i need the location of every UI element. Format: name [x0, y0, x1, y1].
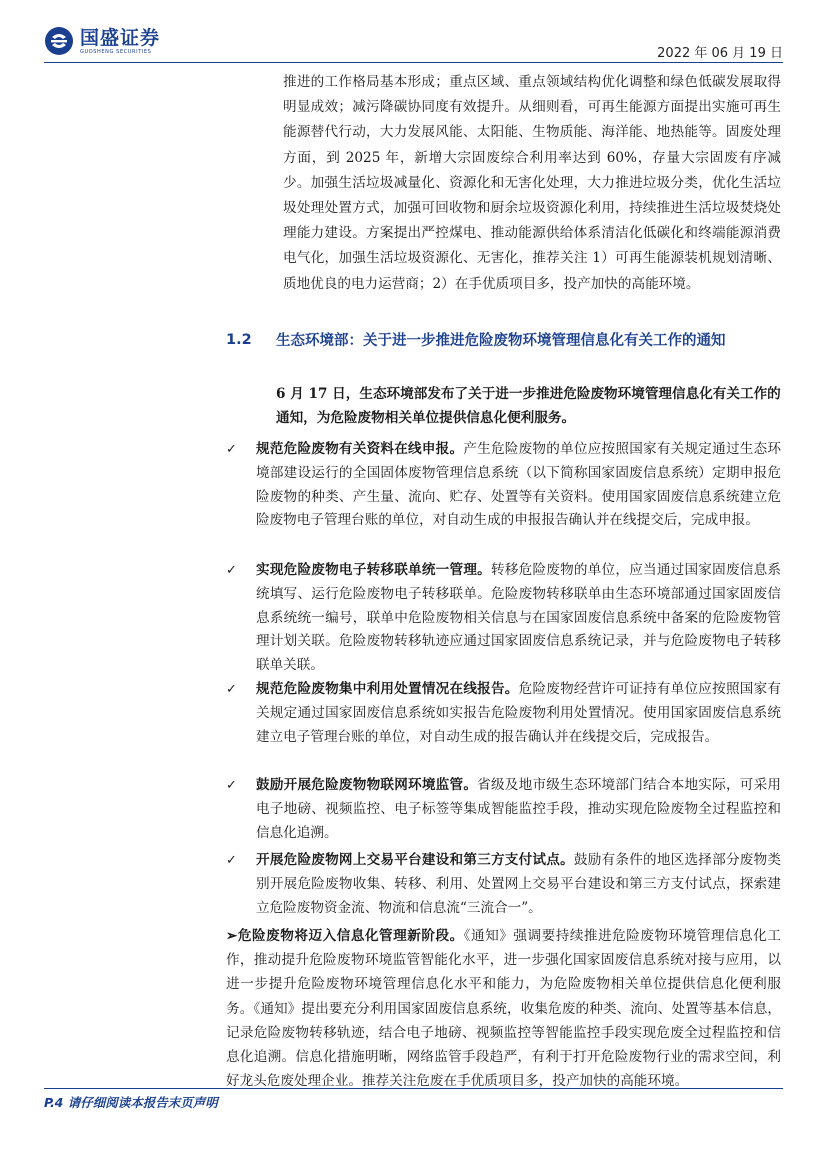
bullet-item: [256, 774, 781, 845]
bullet-item: [256, 559, 781, 678]
header-divider: [44, 62, 783, 63]
bullet-item: [256, 438, 781, 533]
brand-subtitle: GUOSHENG SECURITIES: [80, 48, 152, 55]
bullet-text: 鼓励有条件的地区选择部分废物类别开展危险废物收集、转移、利用、处置网上交易平台建设和第三方支付试点，探索建立危险废物资金流、物流和信息流“三流合一”。: [256, 852, 782, 916]
bullet-item: [256, 678, 781, 749]
conclusion-lead: ➢危险废物将迈入信息化管理新阶段。: [226, 928, 464, 944]
bullet-text: 危险废物经营许可证持有单位应按照国家有关规定通过国家固废信息系统如实报告危险废物利用处置情况。使用国家固废信息系统建立电子管理台账的单位，对自动生成的报告确认并在线提交后，完成报告。: [256, 681, 782, 745]
bullet-lead: 规范危险废物集中利用处置情况在线报告。: [256, 681, 519, 697]
conclusion-text: 《通知》强调要持续推进危险废物环境管理信息化工作，推动提升危险废物环境监管智能化水平，进一步强化国家固废信息系统对接与应用，以进一步提升危险废物环境管理信息化水平和能力，为危险废物相关单位提供信息化便利服务。《通知》提出要充分利用国家固废信息系统，收集危废的种类、流向、处置等基本信息，记录危险废物转移轨迹，结合电子地磅、视频监控等智能监控手段实现危废全过程监控和信息化追溯。信息化措施明晰，网络监管手段趋严，有利于打开危险废物行业的需求空间，利好龙头危废处理企业。推荐关注危废在手优质项目多，投产加快的高能环境。: [226, 928, 781, 1090]
check-icon: ✓: [226, 442, 237, 457]
conclusion-paragraph: [226, 924, 781, 1093]
page-header: [0, 0, 827, 66]
brand-logo-icon: [44, 26, 74, 56]
check-icon: ✓: [226, 563, 237, 578]
bullet-lead: 开展危险废物网上交易平台建设和第三方支付试点。: [256, 852, 574, 868]
footer-disclaimer: P.4 请仔细阅读本报告末页声明: [44, 1095, 218, 1110]
section-number: 1.2: [226, 332, 252, 348]
bullet-lead: 实现危险废物电子转移联单统一管理。: [256, 562, 491, 578]
check-icon: ✓: [226, 778, 237, 793]
intro-paragraph: 推进的工作格局基本形成；重点区域、重点领域结构优化调整和绿色低碳发展取得明显成效；减污降碳协同度有效提升。从细则看，可再生能源方面提出实施可再生能源替代行动，大力发展风能、太阳能、生物质能、海洋能、地热能等。固废处理方面，到 2025 年，新增大宗固废综合利用率达到 60%，存量大宗固废有序减少。加强生活垃圾减量化、资源化和无害化处理，大力推进垃圾分类，优化生活垃圾处理处置方式，加强可回收物和厨余垃圾资源化利用，持续推进生活垃圾焚烧处理能力建设。方案提出严控煤电、推动能源供给体系清洁化低碳化和终端能源消费电气化，加强生活垃圾资源化、无害化，推荐关注 1）可再生能源装机规划清晰、质地优良的电力运营商；2）在手优质项目多，投产加快的高能环境。: [283, 74, 781, 292]
bullet-lead: 鼓励开展危险废物物联网环境监管。: [256, 777, 478, 793]
bullet-text: 产生危险废物的单位应按照国家有关规定通过生态环境部建设运行的全国固体废物管理信息系统（以下简称国家固废信息系统）定期申报危险废物的种类、产生量、流向、贮存、处置等有关资料。使用国家固废信息系统建立危险废物电子管理台账的单位，对自动生成的申报报告确认并在线提交后，完成申报。: [256, 441, 781, 529]
bullet-text: 省级及地市级生态环境部门结合本地实际，可采用电子地磅、视频监控、电子标签等集成智能监控手段，推动实现危险废物全过程监控和信息化追溯。: [256, 777, 782, 841]
section-summary: 6 月 17 日，生态环境部发布了关于进一步推进危险废物环境管理信息化有关工作的通知，为危险废物相关单位提供信息化便利服务。: [276, 386, 781, 426]
check-icon: ✓: [226, 853, 237, 868]
brand-name: 国盛证券: [80, 26, 161, 49]
bullet-lead: 规范危险废物有关资料在线申报。: [256, 441, 464, 457]
footer-divider: [44, 1088, 783, 1089]
bullet-text: 转移危险废物的单位，应当通过国家固废信息系统填写、运行危险废物电子转移联单。危险废物转移联单由生态环境部通过国家固废信息系统统一编号，联单中危险废物相关信息与在国家固废信息系统中备案的危险废物管理计划关联。危险废物转移轨迹应通过国家固废信息系统记录，并与危险废物电子转移联单关联。: [256, 562, 782, 674]
bullet-item: [256, 849, 781, 920]
check-icon: ✓: [226, 682, 237, 697]
section-title: 生态环境部：关于进一步推进危险废物环境管理信息化有关工作的通知: [276, 333, 726, 349]
report-date: 2022 年 06 月 19 日: [657, 46, 783, 61]
brand-logo: [44, 26, 160, 56]
